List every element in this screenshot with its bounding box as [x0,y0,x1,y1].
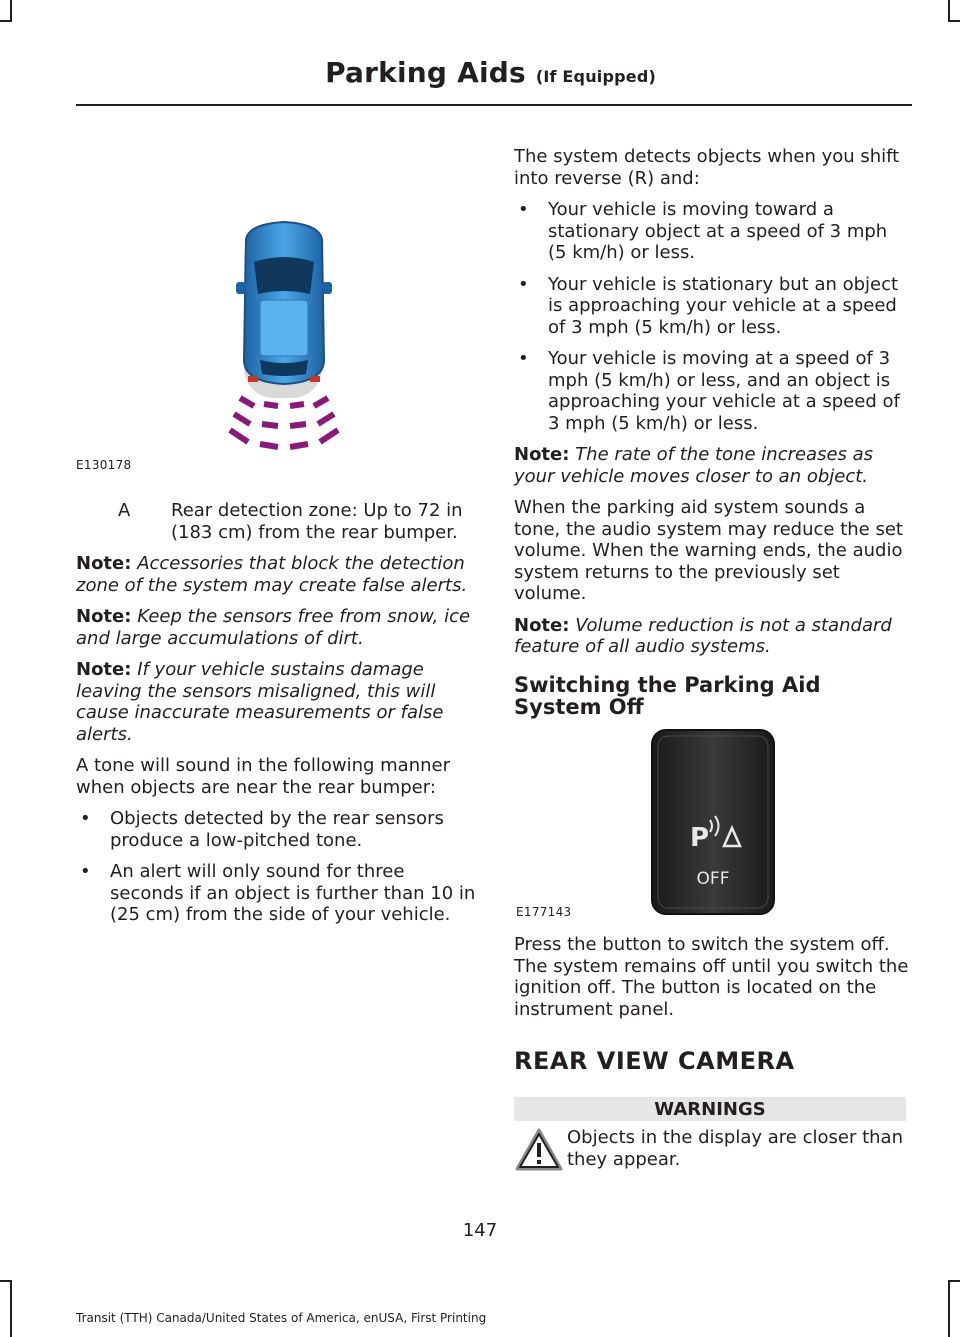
audio-paragraph: When the parking aid system sounds a tone, the audio system may reduce the set volume. When the warning ends, the audio system returns to the previously set volume. [514,497,903,604]
crop-mark [10,0,12,22]
note-text: Volume reduction is not a standard feature of all audio systems. [514,614,892,657]
note-text: The rate of the tone increases as your vehicle moves closer to an object. [514,444,874,487]
note-paragraph [514,444,910,487]
list-item: • Your vehicle is moving at a speed of 3 mph (5 km/h) or less, and an object is approaching your vehicle at a speed of 3 mph (5 km/h) or less. [514,348,910,434]
button-off-label: OFF [696,869,730,889]
note-label: Note: [514,614,570,636]
note-label: Note: [76,659,132,680]
section-heading: Switching the Parking Aid System Off [514,672,821,719]
note-text: Accessories that block the detection zone of the system may create false alerts. [76,553,468,596]
crop-mark [10,1280,12,1337]
button-paragraph: Press the button to switch the system off. The system remains off until you switch the ignition off. The button is located on the instrument panel. [514,934,909,1020]
crop-mark [948,1280,950,1337]
parking-aid-off-button-illustration [514,726,910,921]
list-item: • An alert will only sound for three seconds if an object is further than 10 in (25 cm) from the side of your vehicle. [76,861,476,926]
crop-mark [948,1280,960,1282]
page-number: 147 [462,1220,498,1241]
parking-aid-button-figure [514,726,910,921]
warning-block [514,1125,910,1185]
header-title: Parking Aids [325,56,526,89]
tone-bullet-list [76,808,476,926]
left-column [76,500,476,936]
note-text: If your vehicle sustains damage leaving the sensors misaligned, this will cause inaccurate measurements or false alerts. [76,659,444,745]
crop-mark [0,1280,12,1282]
detect-bullet-list [514,199,910,434]
note-label: Note: [76,553,132,574]
page-header-title [325,56,656,89]
zone-description: Rear detection zone: Up to 72 in (183 cm) from the rear bumper. [171,500,463,543]
crop-mark [0,20,12,22]
crop-mark [948,20,960,22]
rear-detection-figure [76,210,466,480]
note-label: Note: [76,606,132,627]
zone-legend-row [76,500,476,543]
note-paragraph [514,615,910,658]
note-paragraph [76,659,476,745]
note-text: Keep the sensors free from snow, ice and large accumulations of dirt. [76,606,471,649]
warning-triangle-icon [514,1125,564,1175]
section-heading-camera: REAR VIEW CAMERA [514,1047,795,1075]
figure-code: E130178 [76,458,132,472]
note-paragraph [76,553,476,596]
warnings-bar: WARNINGS [514,1097,906,1121]
list-item: • Your vehicle is stationary but an object is approaching your vehicle at a speed of 3 mph (5 km/h) or less. [514,274,910,339]
warning-text: Objects in the display are closer than they appear. [567,1127,903,1170]
car-top-view-illustration [76,210,466,480]
note-paragraph [76,606,476,649]
list-item: • Your vehicle is moving toward a stationary object at a speed of 3 mph (5 km/h) or less. [514,199,910,264]
list-item: • Objects detected by the rear sensors produce a low-pitched tone. [76,808,476,851]
footer-edition: Transit (TTH) Canada/United States of America, enUSA, First Printing [76,1311,487,1325]
svg-text:P: P [690,823,710,853]
crop-mark [948,0,950,22]
detect-intro: The system detects objects when you shift into reverse (R) and: [514,146,900,189]
header-subtitle: (If Equipped) [535,67,656,86]
button-paragraph-block [514,934,910,1030]
header-rule [76,104,912,106]
zone-key: A [118,500,131,521]
note-label: Note: [514,444,570,465]
right-column [514,146,910,718]
tone-intro: A tone will sound in the following manner when objects are near the rear bumper: [76,755,451,798]
figure-code: E177143 [516,905,572,919]
